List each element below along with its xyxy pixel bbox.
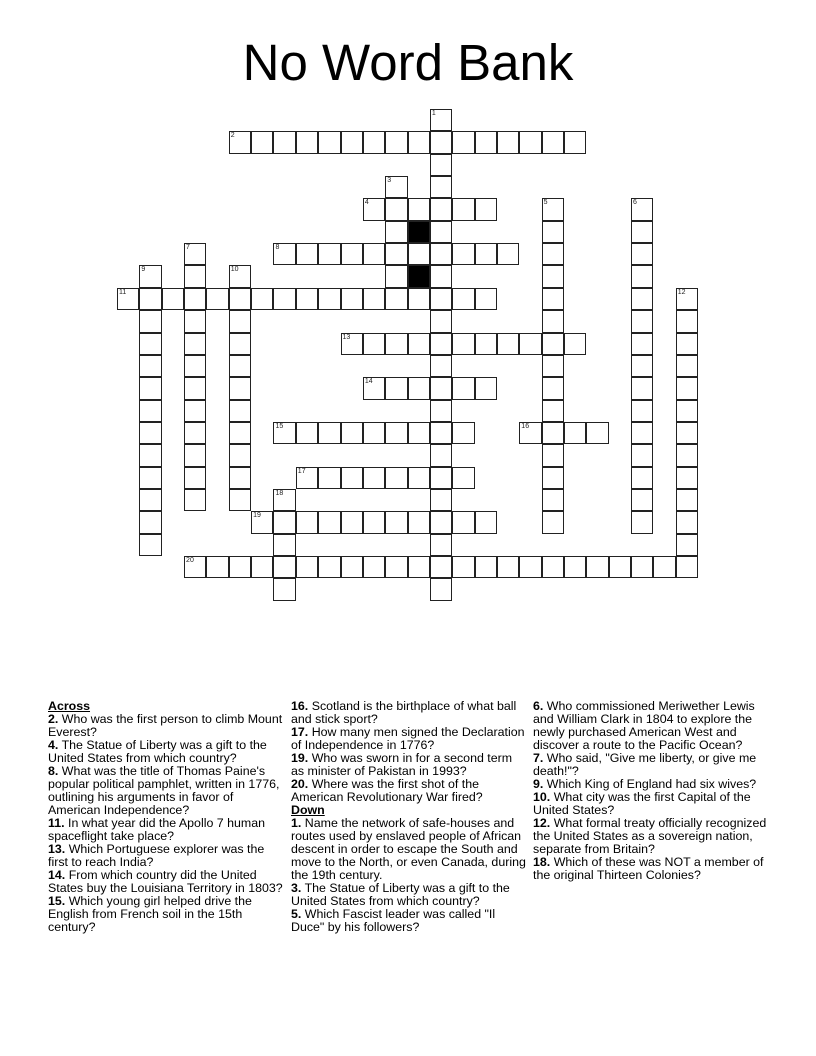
clue-number: 12 xyxy=(677,288,686,296)
grid-cell[interactable] xyxy=(408,511,430,533)
grid-cell[interactable] xyxy=(452,131,474,153)
grid-cell[interactable] xyxy=(542,556,564,578)
grid-cell[interactable] xyxy=(497,131,519,153)
grid-cell[interactable] xyxy=(408,131,430,153)
black-cell xyxy=(408,265,430,287)
grid-cell[interactable] xyxy=(296,243,318,265)
clue-across-2: 2. Who was the first person to climb Mount Everest? xyxy=(48,712,283,739)
grid-cell[interactable] xyxy=(430,355,452,377)
grid-cell[interactable] xyxy=(273,243,295,265)
grid-cell[interactable] xyxy=(408,333,430,355)
grid-cell[interactable] xyxy=(676,310,698,332)
grid-cell[interactable] xyxy=(676,355,698,377)
grid-cell[interactable] xyxy=(631,377,653,399)
clue-number: 16 xyxy=(521,422,530,430)
grid-cell[interactable] xyxy=(273,288,295,310)
grid-cell[interactable] xyxy=(139,489,161,511)
grid-cell[interactable] xyxy=(542,422,564,444)
clue-number: 15 xyxy=(275,422,284,430)
grid-cell[interactable] xyxy=(363,288,385,310)
clue-down-18: 18. Which of these was NOT a member of the original Thirteen Colonies? xyxy=(533,855,764,882)
grid-cell[interactable] xyxy=(430,310,452,332)
grid-cell[interactable] xyxy=(139,333,161,355)
grid-cell[interactable] xyxy=(251,131,273,153)
grid-cell[interactable] xyxy=(206,556,228,578)
clue-number: 8 xyxy=(275,244,280,252)
grid-cell[interactable] xyxy=(229,556,251,578)
grid-cell[interactable] xyxy=(430,422,452,444)
clues-column-3 xyxy=(533,700,773,882)
grid-cell[interactable] xyxy=(184,422,206,444)
clue-number: 9 xyxy=(141,266,146,274)
grid-cell[interactable] xyxy=(676,377,698,399)
grid-cell[interactable] xyxy=(430,467,452,489)
grid-cell[interactable] xyxy=(229,131,251,153)
grid-cell[interactable] xyxy=(341,288,363,310)
grid-cell[interactable] xyxy=(385,422,407,444)
grid-cell[interactable] xyxy=(273,534,295,556)
grid-cell[interactable] xyxy=(385,243,407,265)
grid-cell[interactable] xyxy=(452,243,474,265)
grid-cell[interactable] xyxy=(363,467,385,489)
grid-cell[interactable] xyxy=(475,288,497,310)
grid-cell[interactable] xyxy=(385,131,407,153)
clue-number: 10 xyxy=(230,266,239,274)
grid-cell[interactable] xyxy=(542,131,564,153)
clue-number: 2 xyxy=(230,132,235,140)
grid-cell[interactable] xyxy=(363,422,385,444)
grid-cell[interactable] xyxy=(676,333,698,355)
grid-cell[interactable] xyxy=(676,288,698,310)
grid-cell[interactable] xyxy=(452,198,474,220)
grid-cell[interactable] xyxy=(408,243,430,265)
grid-cell[interactable] xyxy=(497,333,519,355)
grid-cell[interactable] xyxy=(430,243,452,265)
grid-cell[interactable] xyxy=(229,288,251,310)
grid-cell[interactable] xyxy=(542,444,564,466)
grid-cell[interactable] xyxy=(385,176,407,198)
clue-number: 4 xyxy=(364,199,369,207)
grid-cell[interactable] xyxy=(631,400,653,422)
grid-cell[interactable] xyxy=(542,265,564,287)
grid-cell[interactable] xyxy=(452,511,474,533)
grid-cell[interactable] xyxy=(296,467,318,489)
grid-cell[interactable] xyxy=(139,355,161,377)
grid-cell[interactable] xyxy=(363,243,385,265)
grid-cell[interactable] xyxy=(631,243,653,265)
clue-across-17: 17. How many men signed the Declaration of Independence in 1776? xyxy=(291,725,525,752)
grid-cell[interactable] xyxy=(452,556,474,578)
grid-cell[interactable] xyxy=(676,444,698,466)
grid-cell[interactable] xyxy=(184,243,206,265)
grid-cell[interactable] xyxy=(430,377,452,399)
grid-cell[interactable] xyxy=(519,131,541,153)
clue-number: 1 xyxy=(431,110,436,117)
grid-cell[interactable] xyxy=(385,511,407,533)
grid-cell[interactable] xyxy=(229,265,251,287)
grid-cell[interactable] xyxy=(631,511,653,533)
grid-cell[interactable] xyxy=(318,131,340,153)
grid-cell[interactable] xyxy=(542,221,564,243)
grid-cell[interactable] xyxy=(430,109,452,131)
grid-cell[interactable] xyxy=(519,422,541,444)
grid-cell[interactable] xyxy=(139,400,161,422)
grid-cell[interactable] xyxy=(385,333,407,355)
grid-cell[interactable] xyxy=(631,556,653,578)
grid-cell[interactable] xyxy=(676,556,698,578)
grid-cell[interactable] xyxy=(341,243,363,265)
grid-cell[interactable] xyxy=(184,355,206,377)
grid-cell[interactable] xyxy=(273,578,295,600)
clue-number: 18 xyxy=(275,489,284,497)
grid-cell[interactable] xyxy=(184,489,206,511)
grid-cell[interactable] xyxy=(676,467,698,489)
grid-cell[interactable] xyxy=(408,288,430,310)
grid-cell[interactable] xyxy=(229,400,251,422)
grid-cell[interactable] xyxy=(408,422,430,444)
grid-cell[interactable] xyxy=(452,333,474,355)
grid-cell[interactable] xyxy=(251,556,273,578)
clue-down-9: 9. Which King of England had six wives? xyxy=(533,777,757,791)
clue-number: 7 xyxy=(186,244,190,252)
grid-cell[interactable] xyxy=(631,422,653,444)
grid-cell[interactable] xyxy=(229,422,251,444)
grid-cell[interactable] xyxy=(676,400,698,422)
grid-cell[interactable] xyxy=(676,534,698,556)
grid-cell[interactable] xyxy=(631,489,653,511)
clue-number: 19 xyxy=(253,512,261,520)
grid-cell[interactable] xyxy=(229,489,251,511)
clue-down-7: 7. Who said, "Give me liberty, or give me death!"? xyxy=(533,751,757,778)
grid-cell[interactable] xyxy=(251,511,273,533)
grid-cell[interactable] xyxy=(184,400,206,422)
clue-across-16: 16. Scotland is the birthplace of what ball and stick sport? xyxy=(291,699,517,726)
grid-cell[interactable] xyxy=(542,288,564,310)
grid-cell[interactable] xyxy=(363,556,385,578)
grid-cell[interactable] xyxy=(497,556,519,578)
clue-number: 3 xyxy=(387,177,392,185)
clue-across-14: 14. From which country did the United States buy the Louisiana Territory in 1803? xyxy=(48,868,283,895)
grid-cell[interactable] xyxy=(430,489,452,511)
grid-cell[interactable] xyxy=(162,288,184,310)
grid-cell[interactable] xyxy=(631,444,653,466)
grid-cell[interactable] xyxy=(184,288,206,310)
grid-cell[interactable] xyxy=(430,221,452,243)
grid-cell[interactable] xyxy=(341,422,363,444)
grid-cell[interactable] xyxy=(430,131,452,153)
grid-cell[interactable] xyxy=(542,333,564,355)
grid-cell[interactable] xyxy=(564,422,586,444)
grid-cell[interactable] xyxy=(318,243,340,265)
grid-cell[interactable] xyxy=(542,310,564,332)
grid-cell[interactable] xyxy=(542,377,564,399)
grid-cell[interactable] xyxy=(184,310,206,332)
grid-cell[interactable] xyxy=(430,176,452,198)
grid-cell[interactable] xyxy=(452,288,474,310)
grid-cell[interactable] xyxy=(385,556,407,578)
grid-cell[interactable] xyxy=(273,422,295,444)
page-title: No Word Bank xyxy=(242,34,574,91)
clue-down-6: 6. Who commissioned Meriwether Lewis and William Clark in 1804 to explore the newly purchased American West and discover a route to the Pacific Ocean? xyxy=(533,699,755,752)
across-heading: Across xyxy=(48,699,91,713)
grid-cell[interactable] xyxy=(341,511,363,533)
grid-cell[interactable] xyxy=(296,422,318,444)
grid-cell[interactable] xyxy=(631,467,653,489)
grid-cell[interactable] xyxy=(341,556,363,578)
grid-cell[interactable] xyxy=(475,556,497,578)
grid-cell[interactable] xyxy=(475,198,497,220)
clue-across-4: 4. The Statue of Liberty was a gift to the United States from which country? xyxy=(48,738,267,765)
grid-cell[interactable] xyxy=(139,377,161,399)
grid-cell[interactable] xyxy=(385,288,407,310)
grid-cell[interactable] xyxy=(363,198,385,220)
grid-cell[interactable] xyxy=(564,131,586,153)
clue-down-1: 1. Name the network of safe-houses and routes used by enslaved people of African descent in order to escape the South and move to the North, or even Canada, during the 19th century. xyxy=(291,816,526,882)
clue-down-5: 5. Which Fascist leader was called "Il Duce" by his followers? xyxy=(291,907,496,934)
grid-cell[interactable] xyxy=(586,422,608,444)
black-cell xyxy=(408,221,430,243)
grid-cell[interactable] xyxy=(475,131,497,153)
grid-cell[interactable] xyxy=(385,221,407,243)
grid-cell[interactable] xyxy=(452,377,474,399)
clue-down-3: 3. The Statue of Liberty was a gift to the United States from which country? xyxy=(291,881,510,908)
clue-across-13: 13. Which Portuguese explorer was the first to reach India? xyxy=(48,842,265,869)
grid-cell[interactable] xyxy=(139,444,161,466)
grid-cell[interactable] xyxy=(385,198,407,220)
grid-cell[interactable] xyxy=(430,198,452,220)
clue-across-8: 8. What was the title of Thomas Paine's popular political pamphlet, written in 1776, outlining his arguments in favor of American Independence? xyxy=(48,764,280,817)
grid-cell[interactable] xyxy=(408,467,430,489)
grid-cell[interactable] xyxy=(229,355,251,377)
grid-cell[interactable] xyxy=(519,333,541,355)
grid-cell[interactable] xyxy=(184,556,206,578)
grid-cell[interactable] xyxy=(519,556,541,578)
grid-cell[interactable] xyxy=(229,377,251,399)
grid-cell[interactable] xyxy=(586,556,608,578)
grid-cell[interactable] xyxy=(139,310,161,332)
clue-number: 20 xyxy=(186,557,194,564)
grid-cell[interactable] xyxy=(542,489,564,511)
grid-cell[interactable] xyxy=(139,534,161,556)
grid-cell[interactable] xyxy=(564,333,586,355)
grid-cell[interactable] xyxy=(318,288,340,310)
clue-across-20: 20. Where was the first shot of the American Revolutionary War fired? xyxy=(291,777,483,804)
clue-number: 13 xyxy=(342,333,351,341)
grid-cell[interactable] xyxy=(609,556,631,578)
grid-cell[interactable] xyxy=(296,556,318,578)
grid-cell[interactable] xyxy=(430,534,452,556)
grid-cell[interactable] xyxy=(542,511,564,533)
clues-column-2 xyxy=(291,700,526,934)
clue-number: 14 xyxy=(364,378,373,386)
grid-cell[interactable] xyxy=(385,467,407,489)
grid-cell[interactable] xyxy=(430,556,452,578)
grid-cell[interactable] xyxy=(139,511,161,533)
clues-column-1 xyxy=(48,700,283,934)
grid-cell[interactable] xyxy=(229,444,251,466)
grid-cell[interactable] xyxy=(229,310,251,332)
grid-cell[interactable] xyxy=(385,377,407,399)
grid-cell[interactable] xyxy=(363,131,385,153)
grid-cell[interactable] xyxy=(653,556,675,578)
grid-cell[interactable] xyxy=(676,511,698,533)
grid-cell[interactable] xyxy=(318,422,340,444)
grid-cell[interactable] xyxy=(676,422,698,444)
grid-cell[interactable] xyxy=(341,333,363,355)
grid-cell[interactable] xyxy=(631,198,653,220)
grid-cell[interactable] xyxy=(542,243,564,265)
grid-cell[interactable] xyxy=(676,489,698,511)
grid-cell[interactable] xyxy=(363,511,385,533)
grid-cell[interactable] xyxy=(564,556,586,578)
grid-cell[interactable] xyxy=(139,422,161,444)
clue-across-11: 11. In what year did the Apollo 7 human spaceflight take place? xyxy=(48,816,266,843)
down-heading: Down xyxy=(291,803,325,817)
grid-cell[interactable] xyxy=(273,511,295,533)
grid-cell[interactable] xyxy=(363,333,385,355)
grid-cell[interactable] xyxy=(475,243,497,265)
grid-cell[interactable] xyxy=(631,310,653,332)
clue-number: 6 xyxy=(633,199,637,207)
grid-cell[interactable] xyxy=(430,154,452,176)
grid-cell[interactable] xyxy=(408,556,430,578)
grid-cell[interactable] xyxy=(318,556,340,578)
grid-cell[interactable] xyxy=(139,265,161,287)
grid-cell[interactable] xyxy=(273,556,295,578)
clue-number: 17 xyxy=(297,467,306,475)
grid-cell[interactable] xyxy=(296,288,318,310)
grid-cell[interactable] xyxy=(229,333,251,355)
clue-across-15: 15. Which young girl helped drive the English from French soil in the 15th century? xyxy=(48,894,252,934)
grid-cell[interactable] xyxy=(430,400,452,422)
clue-down-10: 10. What city was the first Capital of the United States? xyxy=(533,790,751,817)
grid-cell[interactable] xyxy=(117,288,139,310)
grid-cell[interactable] xyxy=(430,333,452,355)
grid-cell[interactable] xyxy=(542,467,564,489)
grid-cell[interactable] xyxy=(631,288,653,310)
grid-cell[interactable] xyxy=(542,355,564,377)
grid-cell[interactable] xyxy=(273,131,295,153)
grid-cell[interactable] xyxy=(184,467,206,489)
grid-cell[interactable] xyxy=(296,131,318,153)
grid-cell[interactable] xyxy=(363,377,385,399)
grid-cell[interactable] xyxy=(206,288,228,310)
grid-cell[interactable] xyxy=(430,288,452,310)
grid-cell[interactable] xyxy=(229,467,251,489)
grid-cell[interactable] xyxy=(408,377,430,399)
grid-cell[interactable] xyxy=(430,444,452,466)
grid-cell[interactable] xyxy=(385,265,407,287)
clue-number: 11 xyxy=(119,288,127,296)
grid-cell[interactable] xyxy=(631,355,653,377)
grid-cell[interactable] xyxy=(475,333,497,355)
grid-cell[interactable] xyxy=(497,243,519,265)
grid-cell[interactable] xyxy=(542,400,564,422)
grid-cell[interactable] xyxy=(139,288,161,310)
grid-cell[interactable] xyxy=(318,467,340,489)
grid-cell[interactable] xyxy=(430,578,452,600)
grid-cell[interactable] xyxy=(184,265,206,287)
grid-cell[interactable] xyxy=(318,511,340,533)
grid-cell[interactable] xyxy=(631,333,653,355)
grid-cell[interactable] xyxy=(452,467,474,489)
grid-cell[interactable] xyxy=(475,511,497,533)
clue-across-19: 19. Who was sworn in for a second term as minister of Pakistan in 1993? xyxy=(291,751,513,778)
grid-cell[interactable] xyxy=(184,377,206,399)
grid-cell[interactable] xyxy=(430,265,452,287)
grid-cell[interactable] xyxy=(296,511,318,533)
grid-cell[interactable] xyxy=(251,288,273,310)
grid-cell[interactable] xyxy=(631,221,653,243)
clue-down-12: 12. What formal treaty officially recognized the United States as a sovereign nation, separate from Britain? xyxy=(533,816,767,856)
grid-cell[interactable] xyxy=(631,265,653,287)
grid-cell[interactable] xyxy=(542,198,564,220)
grid-cell[interactable] xyxy=(408,198,430,220)
clue-number: 5 xyxy=(543,199,548,207)
grid-cell[interactable] xyxy=(341,131,363,153)
grid-cell[interactable] xyxy=(139,467,161,489)
grid-cell[interactable] xyxy=(430,511,452,533)
grid-cell[interactable] xyxy=(452,422,474,444)
grid-cell[interactable] xyxy=(341,467,363,489)
grid-cell[interactable] xyxy=(184,333,206,355)
grid-cell[interactable] xyxy=(273,489,295,511)
grid-cell[interactable] xyxy=(475,377,497,399)
grid-cell[interactable] xyxy=(184,444,206,466)
